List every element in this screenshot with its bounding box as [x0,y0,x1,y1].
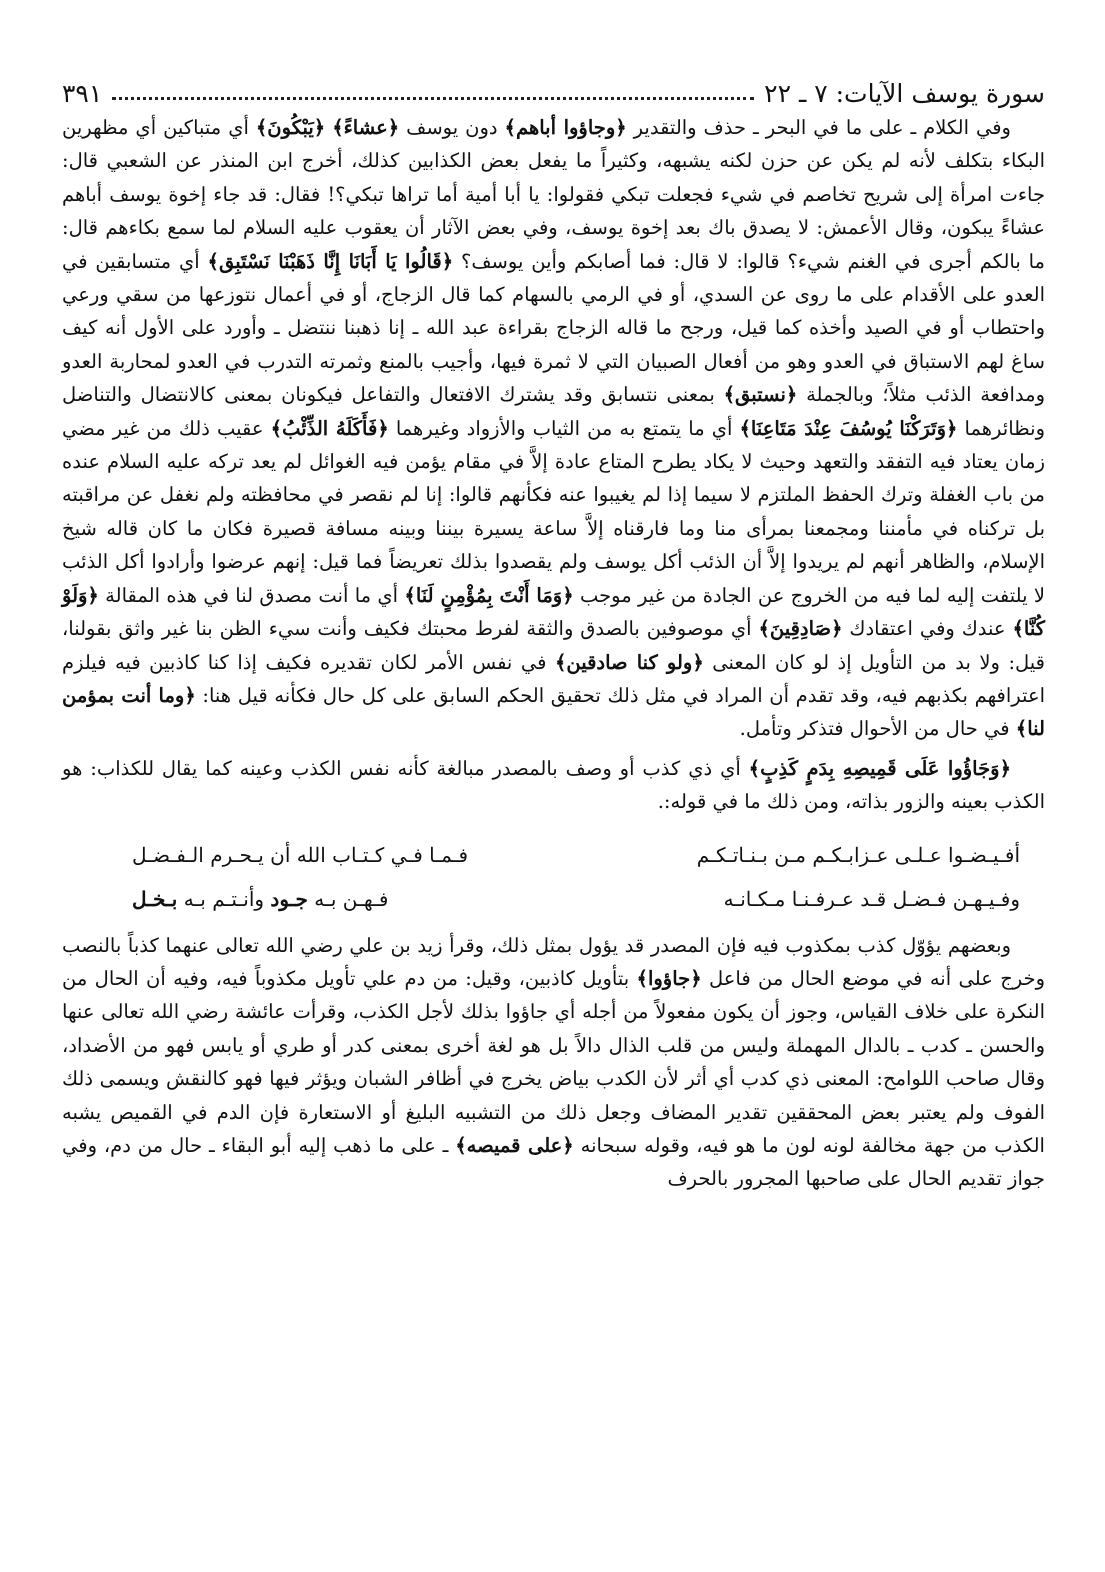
text-run: بمعنى نتسابق وقد يشترك الافتعال والتفاعل فيكونان بمعنى كالانتضال والتناضل ونظائرهما [62,383,1045,440]
quoted-phrase: ﴿عشاءً﴾ [332,116,400,139]
quoted-phrase: ﴿وجاؤوا أباهم﴾ [504,116,627,139]
page-body [62,111,1045,1196]
text-run: وفي الكلام ـ على ما في البحر ـ حذف والتقدير [626,116,1011,139]
text-run: في حال من الأحوال فتذكر وتأمل. [739,717,1016,741]
verse-second-hemistich [132,877,388,921]
quoted-phrase: ﴿يَبْكُونَ﴾ [255,116,326,139]
book-page [62,66,1045,1572]
paragraph-verse-18 [62,752,1045,819]
text-run: أي ذي كذب أو وصف بالمصدر مبالغة كأنه نفس الكذب وعينه كما يقال للكذاب: هو الكذب بعينه والزور بذاته، ومن ذلك ما في قوله:. [62,756,1045,814]
text-run: دون يوسف [399,116,505,139]
text-run: أي ما يتمتع به من الثياب والأزواد وغيرهما [388,416,740,440]
paragraph-tafsir-verse-16-18 [62,111,1045,746]
surah-heading: سورة يوسف الآيات: ٧ ـ ٢٢ [764,79,1045,108]
quoted-phrase: جـود [270,886,308,911]
text-run: أي موصوفين بالصدق والثقة لفرط محبتك فكيف وأنت سيء الظن بنا غير واثق بقولنا، قيل: ولا بد من التأويل إذ لو كان المعنى [62,617,1046,674]
paragraph-after-poem [62,929,1045,1196]
quoted-phrase: ﴿وَجَاؤُوا عَلَى قَمِيصِهِ بِدَمٍ كَذِبٍ﴾ [748,756,1011,780]
page-number: ٣٩١ [62,79,103,108]
quoted-phrase: ﴿فَأَكَلَهُ الذِّئْبُ﴾ [270,416,389,440]
quoted-phrase: ﴿جاؤوا﴾ [636,966,702,990]
poem-verse [62,833,1045,877]
verse-second-hemistich: فـمـا فـي كـتـاب الله أن يـحـرم الـفـضـل [132,842,469,867]
quoted-phrase: بـخـل [132,886,178,911]
poem-verse [62,877,1045,921]
poem-block [62,833,1045,921]
dotted-leader [112,96,754,100]
text-run: وأنـتـم بـه [177,886,271,911]
text-run: أي متباكين أي مظهرين البكاء بتكلف لأنه لم يكن عن حزن لكنه يشبهه، وكثيراً ما يفعل بعض الكذابين كذلك، أخرج ابن المنذر عن الشعبي قال: جاءت امرأة إلى شريح تخاصم في شيء فجعلت تبكي فقولوا: يا أبا أمية أما تراها تبكي؟! فقال: قد جاء إخوة يوسف أباهم عشاءً يبكون، وقال الأعمش: لا يصدق باك بعد إخوة يوسف، وفي بعض الآثار أن يعقوب عليه السلام لما سمع بكاءهم قال: ما بالكم أجرى في الغنم شيء؟ قالوا: لا قال: فما أصابكم وأين يوسف؟ [62,116,1045,273]
quoted-phrase: ﴿وَتَرَكْنَا يُوسُفَ عِنْدَ مَتَاعِنَا﴾ [739,416,958,440]
quoted-phrase: ﴿وما أنت بمؤمن لنا﴾ [62,683,1045,741]
running-header [62,66,1045,106]
text-run: بتأويل كاذبين، وقيل: من دم علي تأويل مكذوباً فيه، وفيه أن الحال من النكرة على خلاف القياس، وجوز أن يكون مفعولاً من أجله أي جاؤوا بذلك لأجل الكذب، وقرأت عائشة رضي الله تعالى عنها والحسن ـ كدب ـ بالدال المهملة وليس من قلب الذال دالاً بل هو لغة أخرى بمعنى كدر أو طري أو يابس فهو من الأضداد، وقال صاحب اللوامح: المعنى ذي كدب أي أثر لأن الكدب بياض يخرج في أظافر الشبان ويؤثر فيها فهو كالنقش ويسمى ذلك الفوف ولم يعتبر بعض المحققين تقدير المضاف وجعل ذلك من التشبيه البليغ أو الاستعارة فإن الدم في القميص يشبه الكذب من جهة مخالفة لونه لون ما هو فيه، وقوله سبحانه [62,966,1045,1157]
quoted-phrase: ﴿وَلَوْ كُنَّا﴾ [62,583,1045,641]
quoted-phrase: ﴿صَادِقِينَ﴾ [758,617,843,641]
verse-first-hemistich: وفـيـهـن فـضـل قـد عـرفـنـا مـكـانـه [723,886,1020,911]
text-run: ـ على ما ذهب إليه أبو البقاء ـ حال من دم، وفي جواز تقديم الحال على صاحبها المجرور بالحرف [62,1133,1045,1191]
text-run: عقيب ذلك من غير مضي زمان يعتاد فيه التفقد والتعهد وحيث لا يكاد يطرح المتاع عادة إلاَّ في مقام يؤمن فيه الغوائل لم يعد تركه عليه السلام عنده من باب الغفلة وترك الحفظ الملتزم لا سيما إذا لم يغيبوا عنه فكأنهم قالوا: إنا لم نقصر في محافظته ولم نغفل عن مراقبته بل تركناه في مأمننا ومجمعنا بمرأى منا وما فارقناه إلاَّ ساعة يسيرة بيننا وبينه مسافة قصيرة فكان ما كان قاله شيخ الإسلام، والظاهر أنهم لم يريدوا إلاَّ أن الذئب أكل يوسف ولم يقصدوا بذلك تعريضاً فما قيل: إنهم عرضوا وأرادوا أكل الذئب لا يلتفت إليه لما فيه من الخروج عن الجادة من غير موجب [62,416,1045,607]
quoted-phrase: ﴿وَمَا أَنْتَ بِمُؤْمِنٍ لَنَا﴾ [404,583,574,607]
verse-first-hemistich: أفـيـضـوا عـلـى عـزابـكـم مـن بـنـاتـكـم [696,842,1020,867]
quoted-phrase: ﴿ولو كنا صادقين﴾ [554,650,704,674]
quoted-phrase: ﴿على قميصه﴾ [455,1133,574,1157]
text-run: أي متسابقين في العدو على الأقدام على ما روى عن السدي، أو في الرمي بالسهام كما قال الزجاج، أو في أعمال نتوزعها من سقي ورعي واحتطاب أو في الصيد وأخذه كما قيل، ورجح ما قاله الزجاج بقراءة عبد الله ـ إنا ذهبنا ننتضل ـ وأورد على الأول أنه كيف ساغ لهم الاستباق في العدو وهو من أفعال الصبيان التي لا ثمرة فيها، وأجيب بالمنع وثمرته التدرب في العدو لمحاربة العدو ومدافعة الذئب مثلاً؛ وبالجملة [62,249,1045,407]
text-run: فـهـن بـه [307,886,389,911]
text-run: أي ما أنت مصدق لنا في هذه المقالة [98,583,405,607]
text-run: وبعضهم يؤوّل كذب بمكذوب فيه فإن المصدر قد يؤول بمثل ذلك، وقرأ زيد بن علي رضي الله تعالى عنهما كذباً بالنصب وخرج على أنه في موضع الحال من فاعل [62,933,1046,990]
quoted-phrase: ﴿قَالُوا يَا أَبَانَا إِنَّا ذَهَبْنَا نَسْتَبِق﴾ [207,249,454,273]
text-run: في نفس الأمر لكان تقديره فكيف إذا كنا كاذبين فيه فيلزم اعترافهم بكذبهم فيه، وقد تقدم أن المراد في مثل ذلك تحقيق الحكم السابق على كل حال فكأنه قيل هنا: [62,650,1045,707]
quoted-phrase: ﴿نستبق﴾ [723,383,798,407]
text-run: عندك وفي اعتقادك [842,617,1013,641]
